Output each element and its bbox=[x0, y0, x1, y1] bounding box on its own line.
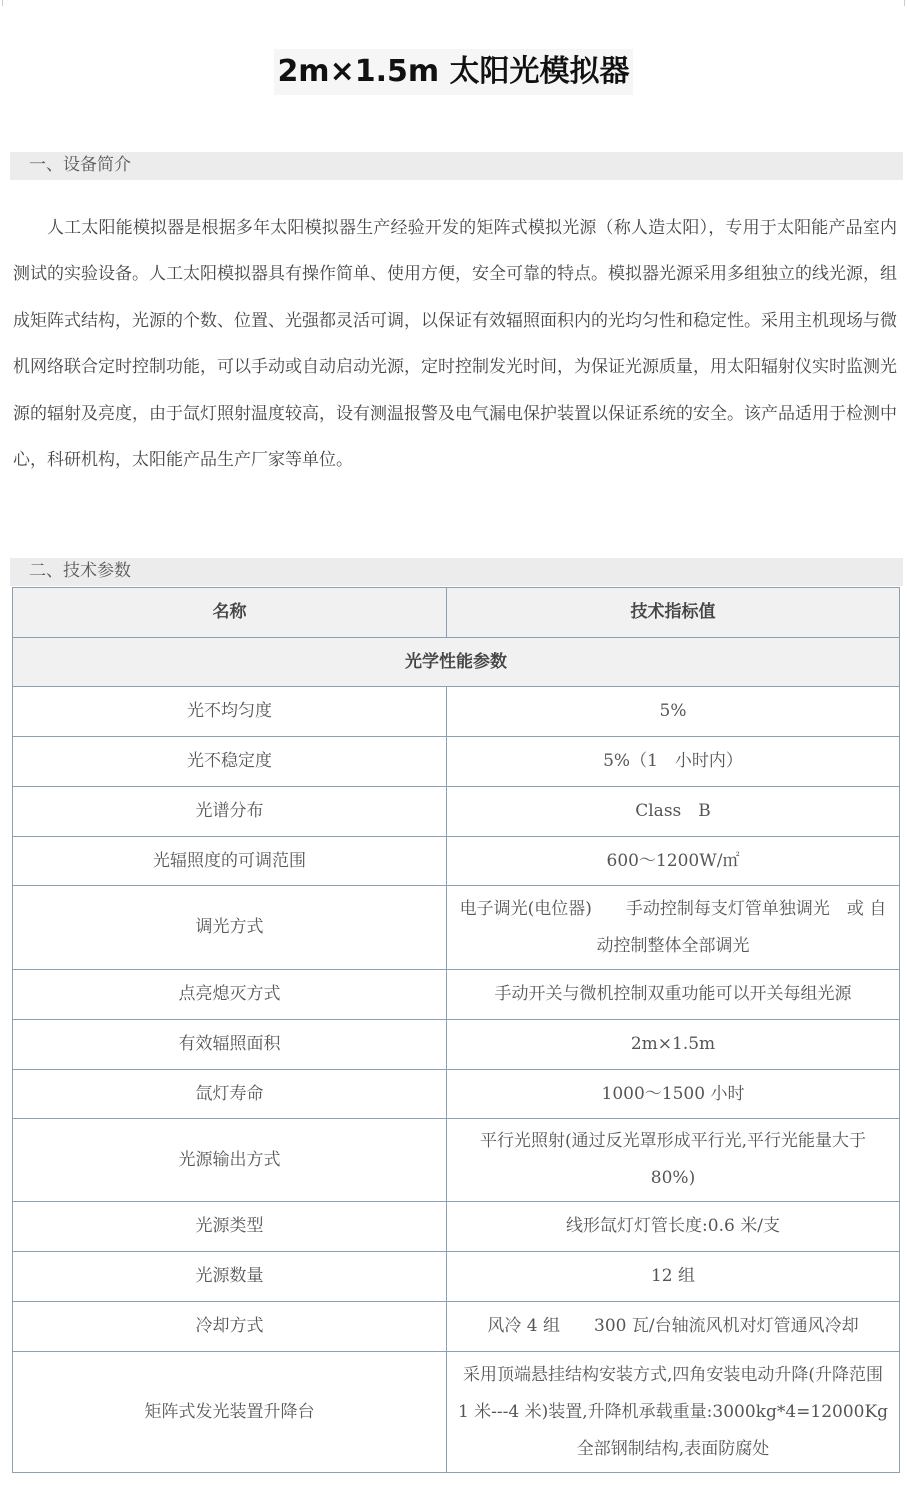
table-row bbox=[13, 970, 900, 1020]
param-name: 氙灯寿命 bbox=[13, 1070, 447, 1119]
table-row bbox=[13, 837, 900, 886]
params-table bbox=[12, 587, 900, 1473]
param-value: 采用顶端悬挂结构安装方式,四角安装电动升降(升降范围 1 米---4 米)装置,升降机承载重量:3000kg*4=12000Kg 全部钢制结构,表面防腐处 bbox=[447, 1352, 900, 1473]
page-corner-mark-right bbox=[904, 0, 905, 6]
page-corner-mark-left bbox=[2, 0, 3, 6]
param-name: 调光方式 bbox=[13, 886, 447, 970]
table-row bbox=[13, 1352, 900, 1473]
group-row-optical bbox=[13, 638, 900, 687]
table-row bbox=[13, 1119, 900, 1202]
param-value: 5%（1 小时内） bbox=[447, 737, 900, 787]
table-row bbox=[13, 737, 900, 787]
param-name: 光不稳定度 bbox=[13, 737, 447, 787]
param-name: 光源类型 bbox=[13, 1202, 447, 1252]
table-row bbox=[13, 1202, 900, 1252]
param-value: Class B bbox=[447, 787, 900, 837]
param-name: 冷却方式 bbox=[13, 1302, 447, 1352]
param-name: 点亮熄灭方式 bbox=[13, 970, 447, 1020]
intro-paragraph: 人工太阳能模拟器是根据多年太阳模拟器生产经验开发的矩阵式模拟光源（称人造太阳），专用于太阳能产品室内测试的实验设备。人工太阳模拟器具有操作简单、使用方便，安全可靠的特点。模拟器光源采用多组独立的线光源，组成矩阵式结构，光源的个数、位置、光强都灵活可调，以保证有效辐照面积内的光均匀性和稳定性。采用主机现场与微机网络联合定时控制功能，可以手动或自动启动光源，定时控制发光时间，为保证光源质量，用太阳辐射仪实时监测光源的辐射及亮度，由于氙灯照射温度较高，设有测温报警及电气漏电保护装置以保证系统的安全。该产品适用于检测中心，科研机构，太阳能产品生产厂家等单位。 bbox=[13, 218, 897, 471]
table-header-row bbox=[13, 588, 900, 638]
header-value: 技术指标值 bbox=[447, 588, 900, 638]
param-name: 光辐照度的可调范围 bbox=[13, 837, 447, 886]
table-row bbox=[13, 1252, 900, 1302]
param-name: 光谱分布 bbox=[13, 787, 447, 837]
param-name: 光不均匀度 bbox=[13, 687, 447, 737]
header-name: 名称 bbox=[13, 588, 447, 638]
param-value: 电子调光(电位器) 手动控制每支灯管单独调光 或 自动控制整体全部调光 bbox=[447, 886, 900, 970]
table-row bbox=[13, 886, 900, 970]
param-value: 风冷 4 组 300 瓦/台轴流风机对灯管通风冷却 bbox=[447, 1302, 900, 1352]
table-row bbox=[13, 1302, 900, 1352]
param-value: 线形氙灯灯管长度:0.6 米/支 bbox=[447, 1202, 900, 1252]
param-name: 有效辐照面积 bbox=[13, 1020, 447, 1070]
section-heading-intro: 一、设备简介 bbox=[10, 152, 903, 180]
table-row bbox=[13, 787, 900, 837]
table-row bbox=[13, 1020, 900, 1070]
page-title: 2m×1.5m 太阳光模拟器 bbox=[274, 49, 632, 95]
param-name: 光源数量 bbox=[13, 1252, 447, 1302]
section-heading-params: 二、技术参数 bbox=[10, 558, 903, 586]
param-value: 12 组 bbox=[447, 1252, 900, 1302]
param-value: 2m×1.5m bbox=[447, 1020, 900, 1070]
param-value: 手动开关与微机控制双重功能可以开关每组光源 bbox=[447, 970, 900, 1020]
param-name: 矩阵式发光装置升降台 bbox=[13, 1352, 447, 1473]
param-value: 平行光照射(通过反光罩形成平行光,平行光能量大于 80%) bbox=[447, 1119, 900, 1202]
param-value: 600～1200W/㎡ bbox=[447, 837, 900, 886]
param-name: 光源输出方式 bbox=[13, 1119, 447, 1202]
param-value: 1000～1500 小时 bbox=[447, 1070, 900, 1119]
param-value: 5% bbox=[447, 687, 900, 737]
group-title: 光学性能参数 bbox=[13, 638, 900, 687]
table-row bbox=[13, 1070, 900, 1119]
title-wrap bbox=[0, 49, 907, 95]
table-row bbox=[13, 687, 900, 737]
